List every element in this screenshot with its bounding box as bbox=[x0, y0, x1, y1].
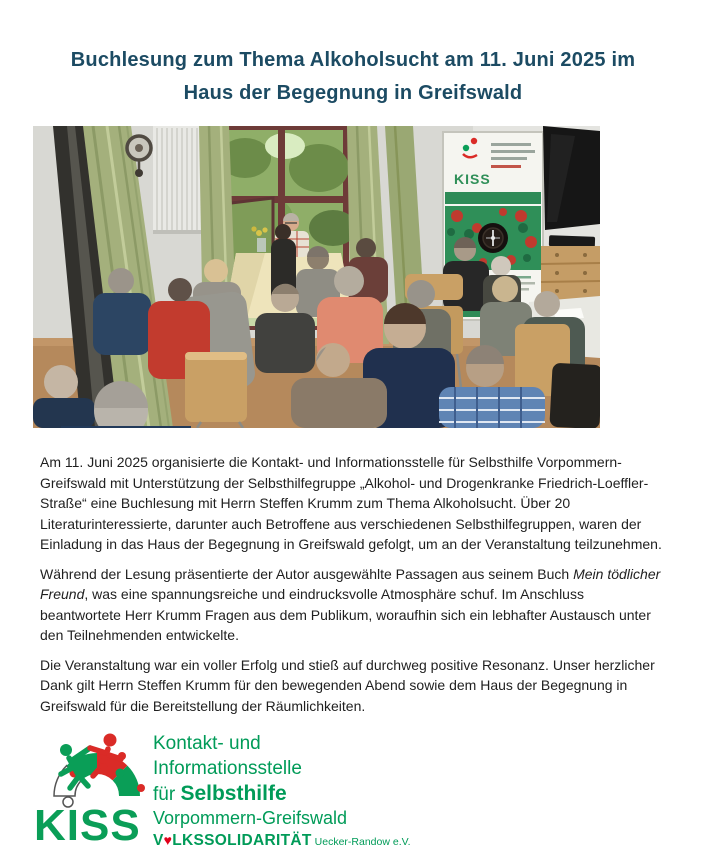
logo-line-2: Informationsstelle bbox=[153, 758, 302, 779]
kiss-brand-text: KISS bbox=[34, 801, 141, 846]
photo-media-device bbox=[549, 235, 595, 248]
heart-icon: ♥ bbox=[163, 832, 173, 848]
logo-line-3: für Selbsthilfe bbox=[153, 782, 287, 805]
kiss-logo-graphic bbox=[34, 730, 148, 846]
event-photo bbox=[33, 126, 600, 428]
paragraph-1: Am 11. Juni 2025 organisierte die Kontakt- und Informationsstelle für Selbsthilfe Vorpommern-Greifswald mit Unterstützung der Selbsthilfegruppe „Alkohol- und Drogenkranke Friedrich-Loeffler-Straße“ eine Buchlesung mit Herrn Steffen Krumm zum Thema Alkoholsucht. Über 20 Literaturinteressierte, darunter auch Betroffene aus verschiedenen Selbsthilfegruppen, waren der Einladung in das Haus der Begegnung in Greifswald gefolgt, um an der Veranstaltung teilzunehmen. bbox=[40, 454, 662, 552]
event-photo-scene bbox=[33, 126, 600, 428]
article-body bbox=[40, 452, 668, 725]
org-suffix: Uecker-Randow e.V. bbox=[314, 836, 411, 848]
book-title: Mein tödlicher Freund bbox=[40, 565, 661, 602]
logo-line-4: Vorpommern-Greifswald bbox=[153, 808, 348, 828]
kiss-logo-text bbox=[153, 730, 411, 849]
page-title-line2: Haus der Begegnung in Greifswald bbox=[183, 82, 523, 105]
banner-brand-text: KISS bbox=[454, 171, 491, 187]
paragraph-3: Die Veranstaltung war ein voller Erfolg und stieß auf durchweg positive Resonanz. Unser herzlicher Dank gilt Herrn Steffen Krumm für den bewegenden Abend sowie dem Haus der Begegnung in Greifswald für die Bereitstellung der Räumlichkeiten. bbox=[40, 656, 655, 714]
logo-line-1: Kontakt- und bbox=[153, 733, 261, 754]
photo-bag-on-chair bbox=[549, 363, 600, 428]
paragraph-2: Während der Lesung präsentierte der Autor ausgewählte Passagen aus seinem Buch Mein tödlicher Freund, was eine spannungsreiche und eindrucksvolle Atmosphäre schuf. Im Anschluss beantwortete Herr Krumm Fragen aus dem Publikum, woraufhin sich ein lebhafter Austausch unter den Teilnehmenden entwickelte. bbox=[40, 565, 661, 643]
volkssolidaritaet-line: V♥LKSSOLIDARITÄT Uecker-Randow e.V. bbox=[153, 832, 411, 849]
page-title-line1: Buchlesung zum Thema Alkoholsucht am 11. Juni 2025 im bbox=[70, 49, 636, 72]
page-title bbox=[28, 44, 678, 110]
kiss-logo bbox=[34, 730, 411, 849]
photo-tv-screen bbox=[543, 126, 600, 230]
